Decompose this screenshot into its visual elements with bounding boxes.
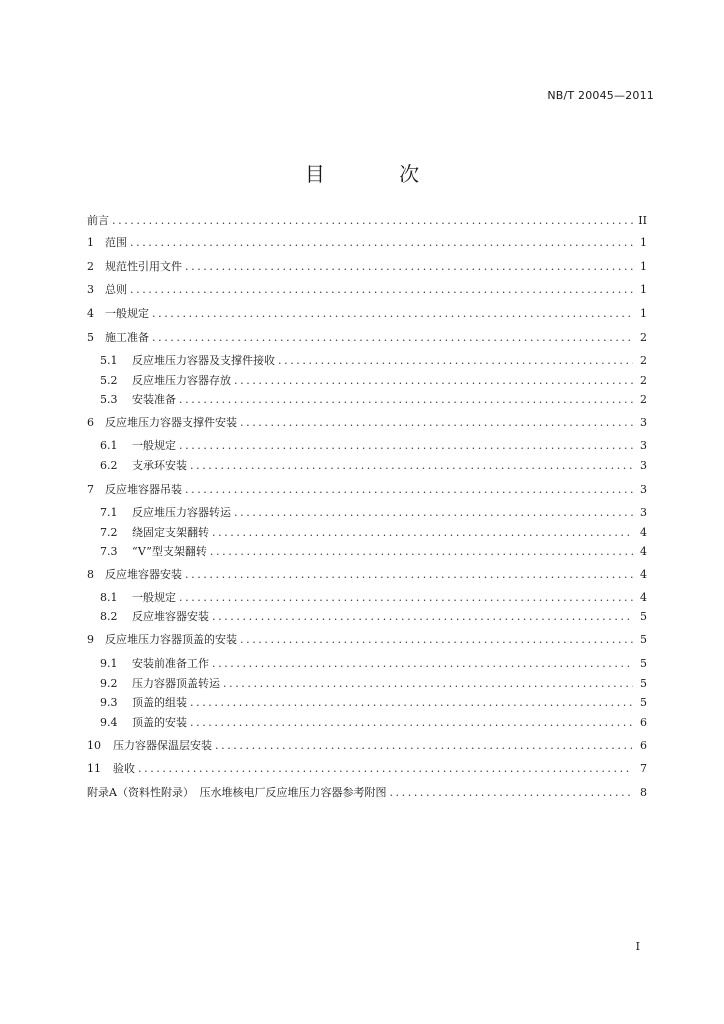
toc-entry-page: 2	[640, 331, 647, 344]
toc-entry-page: II	[638, 214, 647, 227]
toc-entry-label: 绕固定支架翻转	[132, 526, 209, 539]
toc-entry[interactable]	[87, 306, 647, 322]
toc-entry-label: 一般规定	[132, 591, 176, 604]
toc-entry-number: 9.2	[100, 677, 118, 690]
toc-entry-page: 8	[640, 786, 647, 799]
standard-code: NB/T 20045—2011	[547, 89, 654, 102]
toc-entry-page: 6	[640, 716, 647, 729]
toc-entry-number: 1	[87, 236, 94, 249]
page-number: I	[635, 940, 640, 953]
toc-entry-number: 9.1	[100, 657, 118, 670]
dot-leader	[389, 785, 633, 801]
toc-entry-label: 反应堆压力容器支撑件安装	[105, 416, 237, 429]
toc-entry-number: 8.1	[100, 591, 118, 604]
toc-entry-page: 1	[640, 236, 647, 249]
toc-entry[interactable]	[100, 656, 647, 672]
toc-entry-number: 5.3	[100, 393, 118, 406]
toc-entry-page: 1	[640, 260, 647, 273]
toc-entry[interactable]	[100, 676, 647, 692]
toc-entry-label: 规范性引用文件	[105, 260, 182, 273]
toc-entry[interactable]	[87, 235, 647, 251]
toc-entry-number: 7.2	[100, 526, 118, 539]
dot-leader	[190, 715, 633, 731]
toc-entry-number: 6.2	[100, 459, 118, 472]
toc-entry-label: 附录A（资料性附录） 压水堆核电厂反应堆压力容器参考附图	[87, 786, 387, 799]
toc-entry[interactable]	[100, 525, 647, 541]
toc-entry-page: 4	[640, 545, 647, 558]
toc-entry[interactable]	[87, 632, 647, 648]
toc-entry-page: 1	[640, 283, 647, 296]
dot-leader	[234, 505, 633, 521]
dot-leader	[190, 458, 633, 474]
toc-entry-number: 3	[87, 283, 94, 296]
toc-entry-label: 反应堆压力容器顶盖的安装	[105, 633, 237, 646]
dot-leader	[278, 353, 633, 369]
toc-entry-page: 4	[640, 568, 647, 581]
toc-entry-number: 9	[87, 633, 94, 646]
toc-entry[interactable]	[100, 458, 647, 474]
toc-entry[interactable]	[100, 590, 647, 606]
toc-entry-label: 压力容器保温层安装	[113, 739, 212, 752]
toc-entry[interactable]	[100, 353, 647, 369]
toc-entry[interactable]	[87, 482, 647, 498]
toc-entry-number: 7.1	[100, 506, 118, 519]
toc-entry-page: 3	[640, 416, 647, 429]
toc-entry-page: 4	[640, 591, 647, 604]
toc-entry-label: 范围	[105, 236, 127, 249]
dot-leader	[223, 676, 633, 692]
toc-entry-page: 2	[640, 393, 647, 406]
toc-entry-page: 3	[640, 506, 647, 519]
toc-entry[interactable]	[100, 373, 647, 389]
toc-entry[interactable]	[100, 505, 647, 521]
toc-entry-page: 7	[640, 762, 647, 775]
toc-entry[interactable]	[100, 438, 647, 454]
toc-entry[interactable]	[87, 330, 647, 346]
toc-entry-number: 7.3	[100, 545, 118, 558]
dot-leader	[234, 373, 633, 389]
toc-entry-number: 2	[87, 260, 94, 273]
toc-entry-page: 2	[640, 374, 647, 387]
dot-leader	[240, 632, 633, 648]
toc-entry-page: 3	[640, 459, 647, 472]
toc-entry-number: 5.1	[100, 354, 118, 367]
toc-entry-number: 6.1	[100, 439, 118, 452]
toc-entry-page: 2	[640, 354, 647, 367]
toc-entry-label: 反应堆压力容器转运	[132, 506, 231, 519]
toc-entry-label: 验收	[113, 762, 135, 775]
toc-entry-label: 反应堆容器安装	[105, 568, 182, 581]
toc-entry-label: 施工准备	[105, 331, 149, 344]
dot-leader	[152, 306, 633, 322]
dot-leader	[152, 330, 633, 346]
dot-leader	[130, 235, 633, 251]
toc-entry-number: 4	[87, 307, 94, 320]
toc-entry-number: 7	[87, 483, 94, 496]
toc-entry[interactable]	[100, 715, 647, 731]
toc-entry[interactable]	[87, 259, 647, 275]
dot-leader	[210, 544, 633, 560]
toc-entry-page: 5	[640, 696, 647, 709]
toc-entry[interactable]	[87, 415, 647, 431]
toc-entry[interactable]	[87, 567, 647, 583]
dot-leader	[179, 438, 633, 454]
toc-entry[interactable]	[87, 213, 647, 229]
dot-leader	[212, 525, 633, 541]
toc-entry-number: 6	[87, 416, 94, 429]
toc-entry-label: 压力容器顶盖转运	[132, 677, 220, 690]
toc-entry[interactable]	[100, 392, 647, 408]
toc-entry[interactable]	[87, 282, 647, 298]
toc-entry-page: 5	[640, 633, 647, 646]
page-title: 目 次	[304, 162, 454, 186]
toc-entry[interactable]	[100, 609, 647, 625]
dot-leader	[185, 567, 633, 583]
dot-leader	[240, 415, 633, 431]
toc-entry-label: “V”型支架翻转	[132, 545, 207, 558]
toc-entry-page: 5	[640, 657, 647, 670]
toc-entry-label: 总则	[105, 283, 127, 296]
toc-entry-label: 安装准备	[132, 393, 176, 406]
dot-leader	[179, 590, 633, 606]
toc-entry-label: 支承环安装	[132, 459, 187, 472]
toc-entry-page: 5	[640, 610, 647, 623]
toc-entry-page: 1	[640, 307, 647, 320]
toc-entry[interactable]	[87, 761, 647, 777]
toc-entry[interactable]	[87, 785, 647, 801]
toc-entry-number: 5	[87, 331, 94, 344]
toc-entry-label: 安装前准备工作	[132, 657, 209, 670]
toc-entry-label: 反应堆压力容器及支撑件接收	[132, 354, 275, 367]
toc-entry-number: 8.2	[100, 610, 118, 623]
toc-entry-page: 4	[640, 526, 647, 539]
toc-entry-number: 11	[87, 762, 101, 775]
dot-leader	[185, 259, 633, 275]
toc-entry-page: 5	[640, 677, 647, 690]
dot-leader	[138, 761, 633, 777]
dot-leader	[215, 738, 633, 754]
dot-leader	[179, 392, 633, 408]
toc-entry-number: 8	[87, 568, 94, 581]
toc-entry-page: 6	[640, 739, 647, 752]
dot-leader	[212, 656, 633, 672]
toc-entry-number: 9.3	[100, 696, 118, 709]
toc-entry-label: 顶盖的组装	[132, 696, 187, 709]
toc-entry-page: 3	[640, 483, 647, 496]
toc-entry[interactable]	[100, 544, 647, 560]
dot-leader	[130, 282, 633, 298]
dot-leader	[185, 482, 633, 498]
toc-entry-number: 10	[87, 739, 101, 752]
toc-entry-number: 9.4	[100, 716, 118, 729]
dot-leader	[190, 695, 633, 711]
toc-entry-label: 一般规定	[132, 439, 176, 452]
toc-entry-label: 一般规定	[105, 307, 149, 320]
toc-entry-page: 3	[640, 439, 647, 452]
dot-leader	[212, 609, 633, 625]
toc-entry-number: 5.2	[100, 374, 118, 387]
toc-entry-label: 顶盖的安装	[132, 716, 187, 729]
toc-entry[interactable]	[87, 738, 647, 754]
dot-leader	[112, 213, 633, 229]
toc-entry-label: 前言	[87, 214, 109, 227]
toc-entry-label: 反应堆容器安装	[132, 610, 209, 623]
toc-entry-label: 反应堆容器吊装	[105, 483, 182, 496]
toc-entry-label: 反应堆压力容器存放	[132, 374, 231, 387]
toc-entry[interactable]	[100, 695, 647, 711]
